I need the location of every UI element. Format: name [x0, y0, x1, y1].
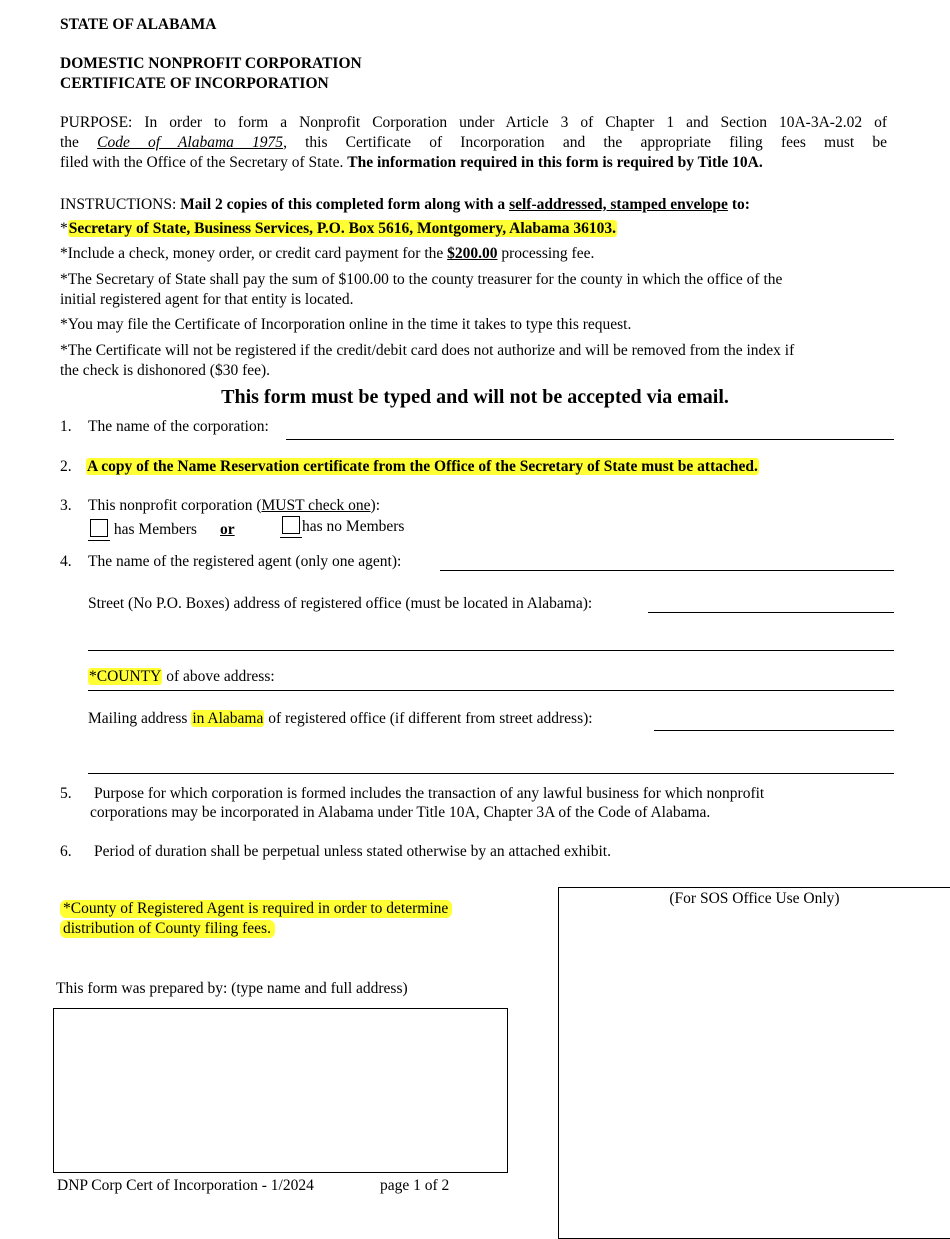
mail-text: to: [731, 196, 750, 213]
no-members-checkbox[interactable] [282, 516, 300, 534]
item-5-line-2: corporations may be incorporated in Alabama under Title 10A, Chapter 3A of the Code of Alabama. [90, 804, 711, 821]
item-3-label [88, 497, 380, 515]
purpose-text: , this Certificate of Incorporation and the appropriate filing fees must be [283, 134, 887, 151]
has-members-label: has Members [113, 521, 197, 538]
county-label [88, 668, 275, 686]
item-5-line-1: Purpose for which corporation is formed includes the transaction of any lawful business for which nonprofit [94, 785, 765, 802]
county-payment-line-1: *The Secretary of State shall pay the sum of $100.00 to the county treasurer for the county in which the office of the [60, 271, 783, 288]
item-6-number: 6. [60, 843, 72, 860]
fee-text: *Include a check, money order, or credit card payment for the [60, 245, 444, 262]
item-2-number: 2. [60, 458, 72, 475]
fee-text: processing fee. [501, 245, 595, 262]
has-members-checkbox[interactable] [90, 519, 108, 537]
item-3-text: ): [370, 497, 381, 514]
county-note-line-2: distribution of County filing fees. [60, 920, 275, 938]
certificate-note-line-1: *The Certificate will not be registered if the credit/debit card does not authorize and will be removed from the index if [60, 342, 795, 359]
county-payment-line-2: initial registered agent for that entity is located. [60, 291, 354, 308]
certificate-note-line-2: the check is dishonored ($30 fee). [60, 362, 271, 379]
code-of-alabama: Code of Alabama 1975 [97, 134, 284, 151]
mailing-text: of registered office (if different from street address): [268, 710, 593, 727]
purpose-text: the [60, 134, 79, 151]
county-field[interactable] [88, 690, 894, 691]
has-members-option[interactable] [88, 519, 197, 541]
purpose-line-2 [60, 134, 887, 152]
mailing-address-label [88, 710, 593, 728]
mail-text: Mail 2 copies of this completed form along with a [180, 196, 506, 213]
item-1-label: The name of the corporation: [88, 418, 269, 435]
form-id: DNP Corp Cert of Incorporation - 1/2024 [57, 1177, 314, 1194]
sos-office-use-label: (For SOS Office Use Only) [669, 890, 840, 907]
online-filing-note: *You may file the Certificate of Incorporation online in the time it takes to type this request. [60, 316, 632, 333]
purpose-text: filed with the Office of the Secretary of State. [60, 154, 344, 171]
street-address-field-2[interactable] [88, 650, 894, 651]
item-4-number: 4. [60, 553, 72, 570]
item-3-number: 3. [60, 497, 72, 514]
purpose-line-3 [60, 154, 763, 172]
or-label: or [220, 521, 235, 538]
county-note-line-1: *County of Registered Agent is required in order to determine [60, 900, 452, 918]
street-address-field[interactable] [648, 612, 894, 613]
sos-address: Secretary of State, Business Services, P.O. Box 5616, Montgomery, Alabama 36103. [68, 220, 616, 237]
asterisk: * [60, 220, 68, 237]
no-members-label: has no Members [302, 518, 405, 535]
item-1-number: 1. [60, 418, 72, 435]
mailing-address-field-2[interactable] [88, 773, 894, 774]
name-reservation-notice: A copy of the Name Reservation certificate from the Office of the Secretary of State must be attached. [87, 458, 758, 475]
state-heading: STATE OF ALABAMA [60, 16, 217, 33]
item-6-text: Period of duration shall be perpetual unless stated otherwise by an attached exhibit. [94, 843, 611, 860]
form-type-heading: DOMESTIC NONPROFIT CORPORATION [60, 55, 362, 72]
envelope-text: self-addressed, stamped envelope [509, 196, 728, 213]
prepared-by-field[interactable] [53, 1008, 508, 1173]
must-check-one: MUST check one [261, 497, 371, 514]
mailing-address-field[interactable] [654, 730, 894, 731]
no-members-option[interactable] [280, 516, 404, 538]
county-text: of above address: [166, 668, 275, 685]
purpose-line-1: PURPOSE: In order to form a Nonprofit Corporation under Article 3 of Chapter 1 and Section 10A-3A-2.02 of [60, 114, 887, 131]
fee-amount: $200.00 [447, 245, 498, 262]
fee-instruction [60, 245, 594, 263]
form-title-heading: CERTIFICATE OF INCORPORATION [60, 75, 329, 92]
sos-office-use-box [558, 887, 950, 1239]
prepared-by-label: This form was prepared by: (type name and full address) [56, 980, 408, 997]
mailing-address [60, 220, 617, 238]
instructions-label: INSTRUCTIONS: [60, 196, 177, 213]
item-5-number: 5. [60, 785, 72, 802]
typed-notice: This form must be typed and will not be accepted via email. [221, 386, 729, 408]
instructions-mail [60, 196, 750, 214]
registered-agent-field[interactable] [440, 570, 894, 571]
in-alabama-highlight: in Alabama [192, 710, 264, 727]
county-highlight: *COUNTY [89, 668, 162, 685]
mailing-text: Mailing address [88, 710, 188, 727]
page-number: page 1 of 2 [380, 1177, 450, 1194]
item-2-text [86, 458, 759, 476]
item-3-text: This nonprofit corporation ( [88, 497, 262, 514]
street-address-label: Street (No P.O. Boxes) address of registered office (must be located in Alabama): [88, 595, 593, 612]
item-4-label: The name of the registered agent (only one agent): [88, 553, 402, 570]
corporation-name-field[interactable] [286, 439, 894, 440]
title-10a-notice: The information required in this form is required by Title 10A. [347, 154, 763, 171]
